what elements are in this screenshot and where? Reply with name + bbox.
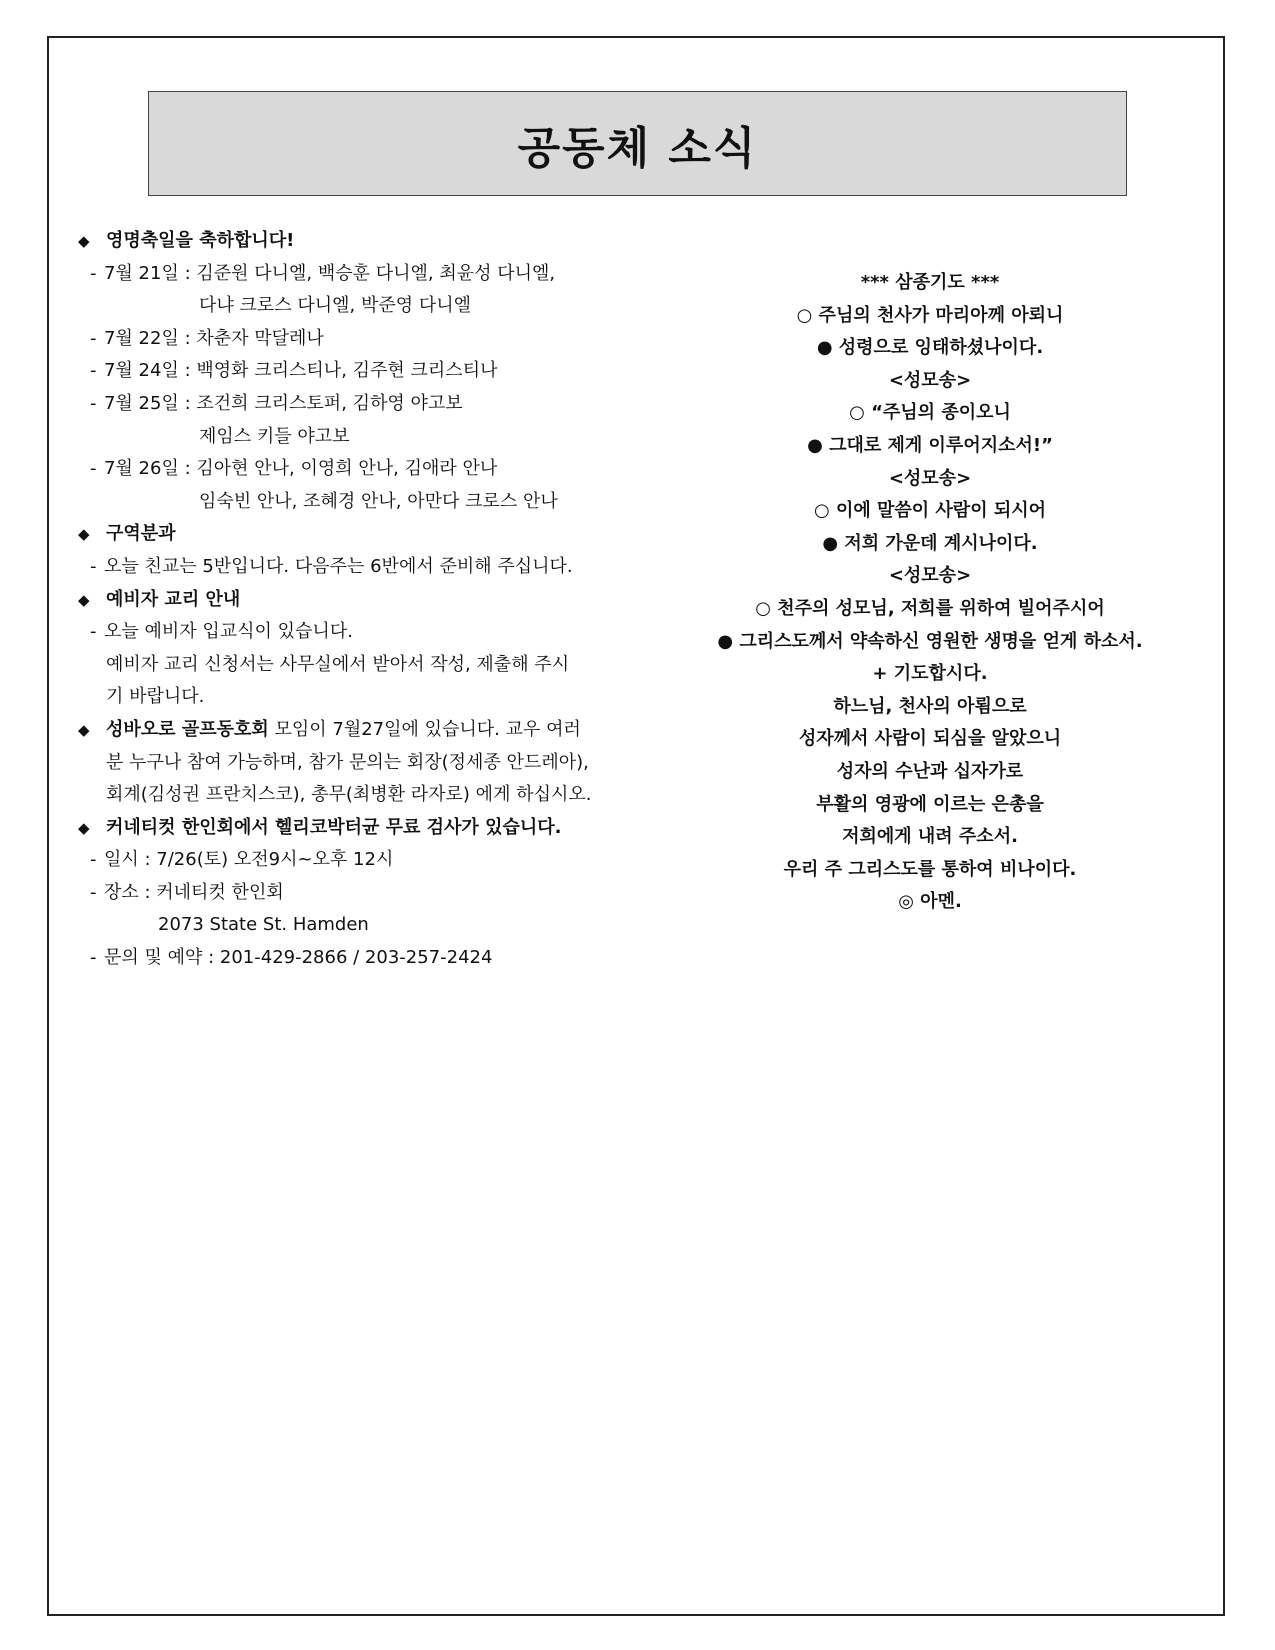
prayer-line: ○ 이에 말씀이 사람이 되시어 xyxy=(813,500,1047,522)
feast-entry: - 7월 22일 : 차춘자 막달레나 xyxy=(90,327,324,349)
prayer-line: 우리 주 그리스도를 통하여 비나이다. xyxy=(783,858,1077,880)
test-date: - 일시 : 7/26(토) 오전9시~오후 12시 xyxy=(90,849,394,871)
prayer-line: ◎ 아멘. xyxy=(898,891,962,913)
prayer-line: 성자께서 사람이 되심을 알았으니 xyxy=(798,728,1062,750)
prayer-line: ○ 주님의 천사가 마리아께 아뢰니 xyxy=(796,304,1064,326)
announcements-column xyxy=(78,225,638,975)
golf-text-continuation: 회계(김성권 프란치스코), 총무(최병환 라자로) 에게 하십시오. xyxy=(106,784,592,806)
prayer-line: 저희에게 내려 주소서. xyxy=(842,826,1018,848)
prayer-line: ○ 천주의 성모님, 저희를 위하여 빌어주시어 xyxy=(755,597,1105,619)
diamond-bullet-icon: ◆ xyxy=(78,232,90,250)
catechumen-text-continuation: 기 바랍니다. xyxy=(106,686,205,708)
feast-entry: - 7월 25일 : 조건희 크리스토퍼, 김하영 야고보 xyxy=(90,392,463,414)
prayer-line: ● 저희 가운데 계시나이다. xyxy=(822,532,1038,554)
test-address: 2073 State St. Hamden xyxy=(158,914,369,936)
prayer-line: 부활의 영광에 이르는 은총을 xyxy=(816,793,1044,815)
section-heading-district: ◆ 구역분과 xyxy=(78,518,638,551)
title-box xyxy=(148,91,1127,196)
prayer-line: <성모송> xyxy=(888,467,972,489)
angelus-prayer xyxy=(670,267,1190,919)
feast-entry: - 7월 24일 : 백영화 크리스티나, 김주현 크리스티나 xyxy=(90,360,498,382)
diamond-bullet-icon: ◆ xyxy=(78,720,90,739)
section-heading-test: ◆ 커네티컷 한인회에서 헬리코박터균 무료 검사가 있습니다. xyxy=(78,812,638,845)
prayer-line: <성모송> xyxy=(888,369,972,391)
page-title: 공동체 소식 xyxy=(517,122,758,174)
test-place: - 장소 : 커네티컷 한인회 xyxy=(90,881,284,903)
catechumen-text: - 오늘 예비자 입교식이 있습니다. xyxy=(90,621,353,643)
prayer-line: 성자의 수난과 십자가로 xyxy=(836,760,1024,782)
diamond-bullet-icon: ◆ xyxy=(78,818,90,837)
diamond-bullet-icon: ◆ xyxy=(78,590,90,609)
prayer-line: ● 그리스도께서 약속하신 영원한 생명을 얻게 하소서. xyxy=(717,630,1143,652)
prayer-line: ○ “주님의 종이오니 xyxy=(849,402,1011,424)
catechumen-text-continuation: 예비자 교리 신청서는 사무실에서 받아서 작성, 제출해 주시 xyxy=(106,653,570,675)
feast-entry-continuation: 제임스 키들 야고보 xyxy=(199,425,350,447)
feast-entry: - 7월 26일 : 김아현 안나, 이영희 안나, 김애라 안나 xyxy=(90,458,498,480)
prayer-line: ● 성령으로 잉태하셨나이다. xyxy=(816,337,1044,359)
section-heading-feast: ◆ 영명축일을 축하합니다! xyxy=(78,225,638,258)
section-heading-catechumen: ◆ 예비자 교리 안내 xyxy=(78,584,638,617)
golf-text-continuation: 분 누구나 참여 가능하며, 참가 문의는 회장(정세종 안드레아), xyxy=(106,751,589,773)
feast-entry-continuation: 임숙빈 안나, 조혜경 안나, 아만다 크로스 안나 xyxy=(199,490,558,512)
section-heading-golf: ◆ 성바오로 골프동호회 모임이 7월27일에 있습니다. 교우 여러 xyxy=(78,714,638,747)
prayer-line: <성모송> xyxy=(888,565,972,587)
prayer-line: ● 그대로 제게 이루어지소서!” xyxy=(807,434,1053,456)
feast-entry-continuation: 다냐 크로스 다니엘, 박준영 다니엘 xyxy=(199,295,472,317)
district-text: - 오늘 친교는 5반입니다. 다음주는 6반에서 준비해 주십니다. xyxy=(90,555,573,577)
diamond-bullet-icon: ◆ xyxy=(78,525,90,544)
prayer-title: *** 삼종기도 *** xyxy=(860,272,1000,293)
prayer-line: + 기도합시다. xyxy=(872,663,988,685)
feast-entry: - 7월 21일 : 김준원 다니엘, 백승훈 다니엘, 최윤성 다니엘, xyxy=(90,262,556,284)
test-contact: - 문의 및 예약 : 201-429-2866 / 203-257-2424 xyxy=(90,947,493,969)
prayer-line: 하느님, 천사의 아룀으로 xyxy=(833,695,1027,717)
